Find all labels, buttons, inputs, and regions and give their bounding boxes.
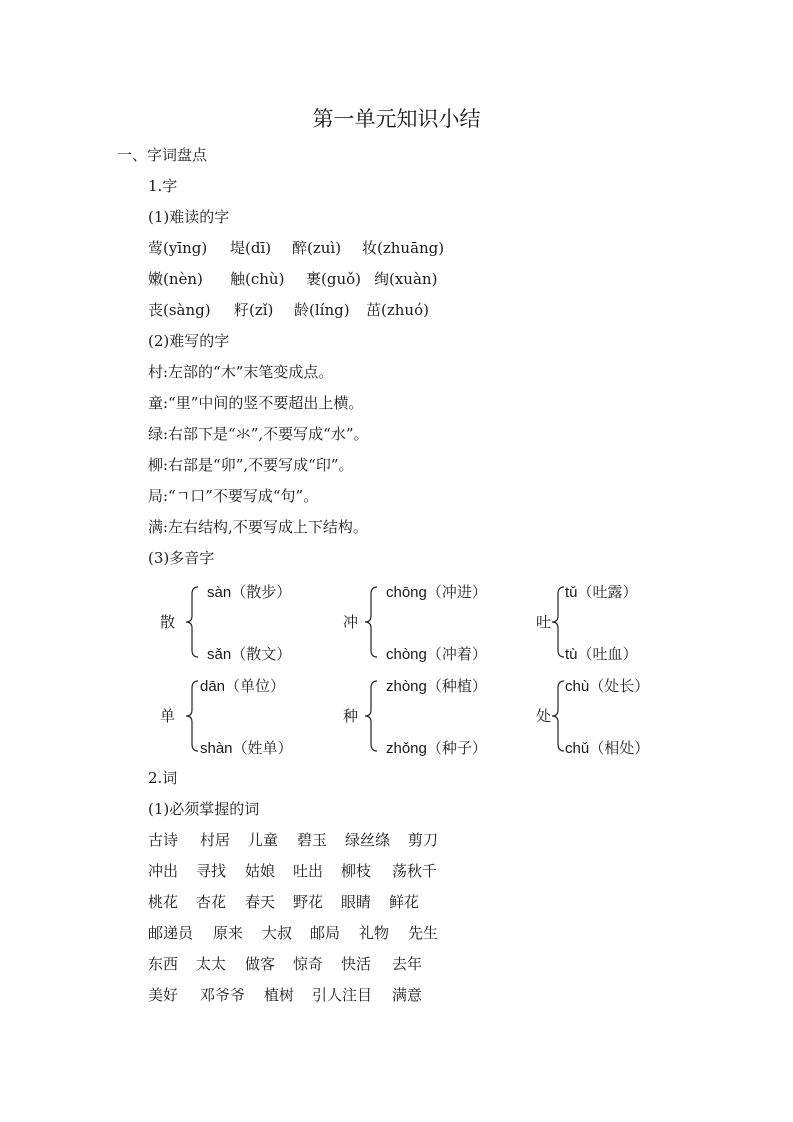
subheading-hard-to-read: (1)难读的字 bbox=[148, 208, 230, 226]
word-item: 杏花 bbox=[196, 893, 227, 911]
pinyin: dān bbox=[200, 678, 226, 695]
word-item: 礼物 bbox=[359, 924, 390, 942]
word-item: 鲜花 bbox=[389, 893, 420, 911]
word-row bbox=[148, 985, 468, 1005]
example-word: （姓单） bbox=[232, 739, 293, 757]
polyphone-reading-bottom bbox=[565, 643, 638, 664]
polyphone-char: 冲 bbox=[343, 613, 359, 631]
word-item: 邓爷爷 bbox=[200, 986, 246, 1004]
word-item: 植树 bbox=[264, 986, 295, 1004]
word-item: 碧玉 bbox=[297, 831, 328, 849]
polyphone-reading-bottom bbox=[200, 737, 293, 758]
hard-write-item: 村:左部的“木”末笔变成点。 bbox=[148, 363, 334, 381]
pinyin: sàn bbox=[207, 584, 232, 601]
pinyin: chòng bbox=[386, 646, 427, 663]
word-item: 野花 bbox=[293, 893, 324, 911]
polyphone-reading-top bbox=[386, 675, 487, 696]
hard-read-item: 嫩(nèn) bbox=[148, 270, 203, 288]
example-word: （处长） bbox=[589, 677, 650, 695]
word-item: 寻找 bbox=[196, 862, 227, 880]
polyphone-char: 散 bbox=[160, 613, 176, 631]
pinyin: shàn bbox=[200, 740, 233, 757]
word-item: 先生 bbox=[408, 924, 439, 942]
polyphone-reading-bottom bbox=[386, 643, 487, 664]
word-row bbox=[148, 892, 468, 912]
example-word: （吐血） bbox=[577, 645, 638, 663]
example-word: （相处） bbox=[589, 739, 650, 757]
example-word: （散步） bbox=[231, 583, 292, 601]
hard-write-item: 局:“ㄱ口”不要写成“句”。 bbox=[148, 487, 319, 505]
word-item: 做客 bbox=[245, 955, 276, 973]
pinyin: zhǒng bbox=[386, 740, 427, 757]
word-row bbox=[148, 954, 468, 974]
word-item: 惊奇 bbox=[293, 955, 324, 973]
hard-read-item: 绚(xuàn) bbox=[374, 270, 438, 288]
word-row bbox=[148, 923, 468, 943]
word-item: 春天 bbox=[245, 893, 276, 911]
section-heading-words-review: 一、字词盘点 bbox=[117, 146, 208, 164]
hard-read-item: 堤(dī) bbox=[230, 239, 272, 257]
word-item: 荡秋千 bbox=[392, 862, 438, 880]
word-row bbox=[148, 830, 468, 850]
word-item: 太太 bbox=[196, 955, 227, 973]
example-word: （单位） bbox=[225, 677, 286, 695]
example-word: （冲进） bbox=[426, 583, 487, 601]
brace-icon bbox=[550, 680, 566, 752]
example-word: （冲着） bbox=[426, 645, 487, 663]
word-item: 桃花 bbox=[148, 893, 179, 911]
polyphone-reading-top bbox=[565, 581, 638, 602]
polyphone-char: 处 bbox=[536, 707, 552, 725]
hard-read-item: 丧(sàng) bbox=[148, 301, 211, 319]
word-item: 满意 bbox=[392, 986, 423, 1004]
brace-icon bbox=[184, 586, 200, 658]
word-item: 大叔 bbox=[262, 924, 293, 942]
word-item: 美好 bbox=[148, 986, 179, 1004]
hard-write-item: 童:“里”中间的竖不要超出上横。 bbox=[148, 394, 364, 412]
word-item: 吐出 bbox=[293, 862, 324, 880]
word-item: 古诗 bbox=[148, 831, 179, 849]
polyphone-reading-top bbox=[200, 675, 285, 696]
word-item: 邮局 bbox=[310, 924, 341, 942]
pinyin: tǔ bbox=[565, 584, 578, 601]
polyphone-char: 单 bbox=[160, 707, 176, 725]
example-word: （吐露） bbox=[577, 583, 638, 601]
hard-write-item: 柳:右部是“卯”,不要写成“印”。 bbox=[148, 456, 354, 474]
hard-read-item: 妆(zhuāng) bbox=[362, 239, 445, 257]
polyphone-char: 吐 bbox=[536, 613, 552, 631]
polyphone-reading-bottom bbox=[207, 643, 291, 664]
page-title: 第一单元知识小结 bbox=[312, 107, 481, 131]
polyphone-reading-top bbox=[386, 581, 487, 602]
brace-icon bbox=[363, 586, 379, 658]
pinyin: tù bbox=[565, 646, 578, 663]
brace-icon bbox=[184, 680, 200, 752]
word-item: 去年 bbox=[392, 955, 423, 973]
hard-write-item: 绿:右部下是“氺”,不要写成“水”。 bbox=[148, 425, 369, 443]
pinyin: chù bbox=[565, 678, 590, 695]
word-item: 姑娘 bbox=[245, 862, 276, 880]
pinyin: chōng bbox=[386, 584, 427, 601]
word-item: 柳枝 bbox=[341, 862, 372, 880]
subheading-chars: 1.字 bbox=[148, 177, 178, 195]
word-item: 村居 bbox=[200, 831, 231, 849]
example-word: （种子） bbox=[426, 739, 487, 757]
word-item: 冲出 bbox=[148, 862, 179, 880]
word-item: 儿童 bbox=[248, 831, 279, 849]
pinyin: zhòng bbox=[386, 678, 427, 695]
polyphone-reading-bottom bbox=[386, 737, 487, 758]
word-item: 原来 bbox=[213, 924, 244, 942]
polyphone-reading-bottom bbox=[565, 737, 649, 758]
polyphone-reading-top bbox=[207, 581, 291, 602]
word-item: 东西 bbox=[148, 955, 179, 973]
hard-read-item: 龄(líng) bbox=[294, 301, 350, 319]
hard-read-item: 莺(yīng) bbox=[148, 239, 208, 257]
hard-read-item: 裹(guǒ) bbox=[306, 270, 361, 288]
subheading-polyphones: (3)多音字 bbox=[148, 549, 215, 567]
hard-read-item: 醉(zuì) bbox=[292, 239, 342, 257]
word-row bbox=[148, 861, 468, 881]
subheading-must-master: (1)必须掌握的词 bbox=[148, 800, 260, 818]
word-item: 眼睛 bbox=[341, 893, 372, 911]
hard-read-item: 触(chù) bbox=[230, 270, 285, 288]
brace-icon bbox=[550, 586, 566, 658]
example-word: （种植） bbox=[426, 677, 487, 695]
subheading-words: 2.词 bbox=[148, 769, 178, 787]
example-word: （散文） bbox=[231, 645, 292, 663]
word-item: 邮递员 bbox=[148, 924, 194, 942]
hard-read-item: 茁(zhuó) bbox=[366, 301, 429, 319]
pinyin: sǎn bbox=[207, 646, 232, 663]
polyphone-reading-top bbox=[565, 675, 649, 696]
hard-write-item: 满:左右结构,不要写成上下结构。 bbox=[148, 518, 368, 536]
word-item: 剪刀 bbox=[408, 831, 439, 849]
hard-read-item: 籽(zǐ) bbox=[234, 301, 274, 319]
word-item: 绿丝绦 bbox=[345, 831, 391, 849]
brace-icon bbox=[363, 680, 379, 752]
pinyin: chǔ bbox=[565, 740, 590, 757]
polyphone-char: 种 bbox=[343, 707, 359, 725]
subheading-hard-to-write: (2)难写的字 bbox=[148, 332, 230, 350]
word-item: 快活 bbox=[341, 955, 372, 973]
word-item: 引人注目 bbox=[312, 986, 373, 1004]
